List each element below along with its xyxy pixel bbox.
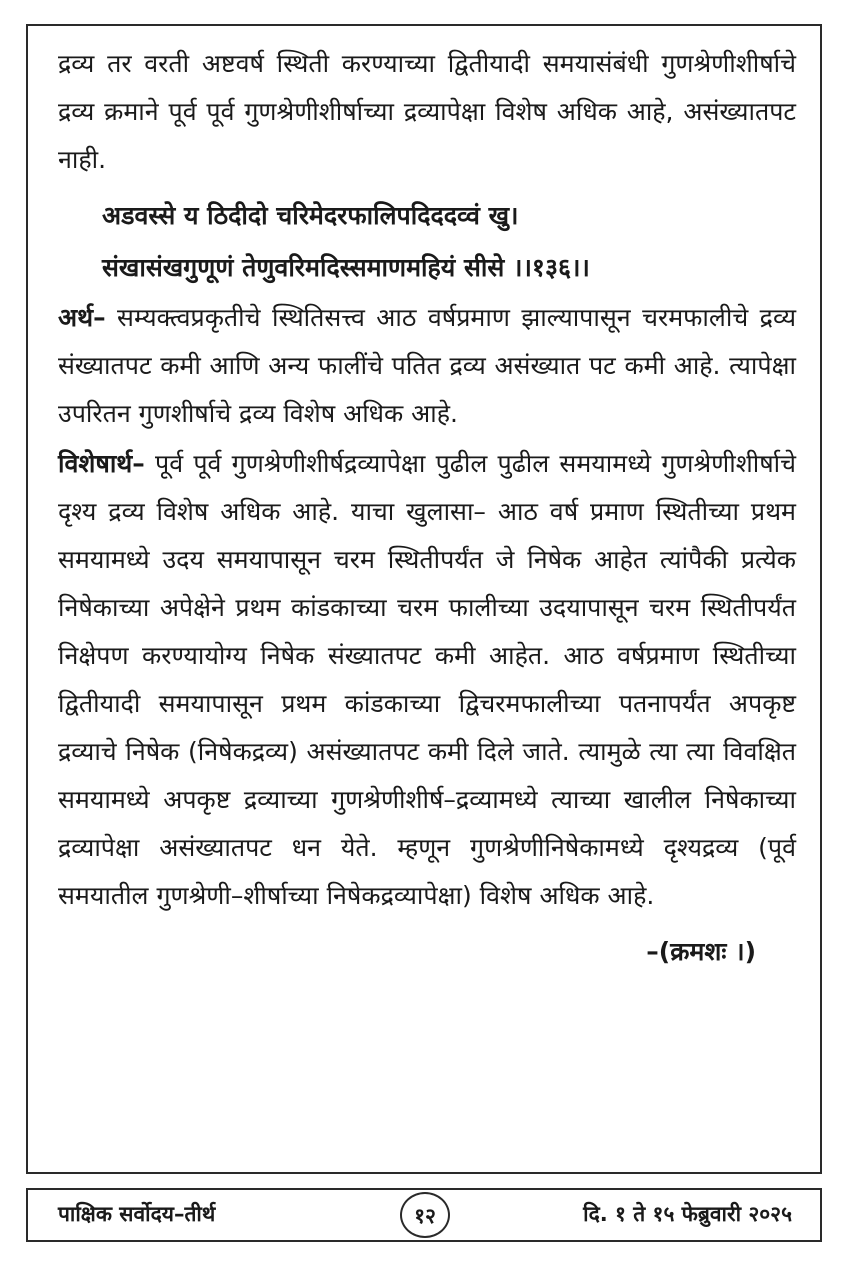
artha-text: सम्यक्त्वप्रकृतीचे स्थितिसत्त्व आठ वर्षप्रमाण झाल्यापासून चरमफालीचे द्रव्य संख्यातपट कमी आणि अन्य फालींचे पतित द्रव्य असंख्यात पट कमी आहे. त्यापेक्षा उपरितन गुणशीर्षाचे द्रव्य विशेष अधिक आहे. bbox=[58, 303, 796, 428]
publication-name: पाक्षिक सर्वोदय–तीर्थ bbox=[58, 1202, 216, 1226]
page-footer bbox=[26, 1188, 822, 1242]
visheshartha-paragraph bbox=[58, 440, 796, 920]
continued-note: –(क्रमशः ।) bbox=[646, 937, 756, 966]
artha-paragraph bbox=[58, 294, 796, 438]
verse-line-2: संखासंखगुणूणं तेणुवरिमदिस्समाणमहियं सीसे ।।१३६।। bbox=[102, 253, 590, 282]
intro-paragraph: द्रव्य तर वरती अष्टवर्ष स्थिती करण्याच्या द्वितीयादी समयासंबंधी गुणश्रेणीशीर्षाचे द्रव्य क्रमाने पूर्व पूर्व गुणश्रेणीशीर्षाच्या द्रव्यापेक्षा विशेष अधिक आहे, असंख्यातपट नाही. bbox=[58, 49, 796, 174]
artha-label: अर्थ– bbox=[58, 303, 106, 332]
content-frame bbox=[26, 24, 822, 1174]
visheshartha-text: पूर्व पूर्व गुणश्रेणीशीर्षद्रव्यापेक्षा पुढील पुढील समयामध्ये गुणश्रेणीशीर्षाचे दृश्य द्रव्य विशेष अधिक आहे. याचा खुलासा– आठ वर्ष प्रमाण स्थितीच्या प्रथम समयामध्ये उदय समयापासून चरम स्थितीपर्यंत जे निषेक आहेत त्यांपैकी प्रत्येक निषेकाच्या अपेक्षेने प्रथम कांडकाच्या चरम फालीच्या उदयापासून चरम स्थितीपर्यंत निक्षेपण करण्यायोग्य निषेक संख्यातपट कमी आहेत. आठ वर्षप्रमाण स्थितीच्या द्वितीयादी समयापासून प्रथम कांडकाच्या द्विचरमफालीच्या पतनापर्यंत अपकृष्ट द्रव्याचे निषेक (निषेकद्रव्य) असंख्यातपट कमी दिले जाते. त्यामुळे त्या त्या विवक्षित समयामध्ये अपकृष्ट द्रव्याच्या गुणश्रेणीशीर्ष–द्रव्यामध्ये त्याच्या खालील निषेकाच्या द्रव्यापेक्षा असंख्यातपट धन येते. म्हणून गुणश्रेणीनिषेकामध्ये दृश्यद्रव्य (पूर्व समयातील गुणश्रेणी–शीर्षाच्या निषेकद्रव्यापेक्षा) विशेष अधिक आहे. bbox=[58, 449, 796, 910]
article-body bbox=[58, 40, 796, 976]
visheshartha-label: विशेषार्थ– bbox=[58, 449, 145, 478]
verse-line-1: अडवस्से य ठिदीदो चरिमेदरफालिपदिददव्वं खु। bbox=[102, 201, 519, 230]
issue-date: दि. १ ते १५ फेब्रुवारी २०२५ bbox=[583, 1202, 792, 1226]
page-number-badge: १२ bbox=[400, 1192, 450, 1238]
